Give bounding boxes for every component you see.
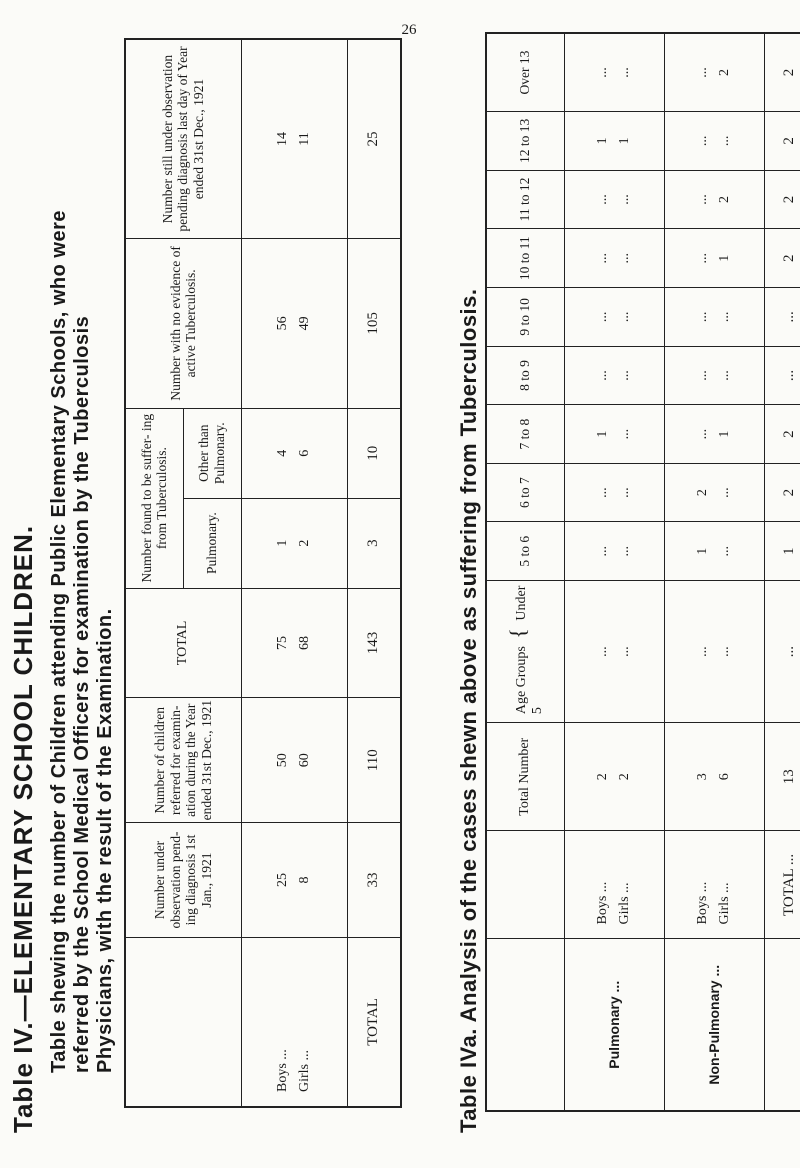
header-pulmonary: Pulmonary.	[183, 498, 241, 588]
total-referred: 110	[347, 698, 401, 823]
brace-icon: {	[504, 628, 530, 639]
cell-under-5	[564, 580, 664, 722]
total-7-8: 2	[764, 405, 800, 464]
value: 4	[275, 449, 290, 457]
cell-11-12	[664, 170, 764, 229]
total-6-7: 2	[764, 463, 800, 522]
cell-9-10	[664, 288, 764, 347]
total-still-under: 25	[347, 39, 401, 239]
cell-9-10	[564, 288, 664, 347]
value: 49	[297, 316, 312, 331]
value: ...	[717, 545, 732, 557]
cell-over-13	[664, 33, 764, 112]
header-blank-1	[486, 939, 564, 1111]
value: ...	[617, 428, 632, 440]
total-11-12: 2	[764, 170, 800, 229]
value: ...	[695, 428, 710, 440]
total-no-evidence: 105	[347, 239, 401, 409]
cell-12-13	[564, 112, 664, 171]
header-referred: Number of children referred for examin- ation during the Year ended 31st Dec., 1921	[125, 698, 241, 823]
header-no-evidence: Number with no evidence of active Tuberculosis.	[125, 239, 241, 409]
value: 2	[717, 69, 732, 77]
value: ...	[717, 135, 732, 147]
value: 68	[297, 635, 312, 650]
cell-12-13	[664, 112, 764, 171]
value: ...	[595, 311, 610, 323]
value: 1	[695, 547, 710, 555]
value: ...	[695, 135, 710, 147]
value: ...	[595, 67, 610, 78]
age-7-8: 7 to 8	[486, 405, 564, 464]
cell-total	[241, 588, 347, 698]
table-iva-title: Table IVa. Analysis of the cases shewn above as suffering from Tuberculosis.	[456, 288, 481, 1133]
age-6-7: 6 to 7	[486, 463, 564, 522]
value: 60	[297, 753, 312, 768]
value: 6	[717, 773, 732, 781]
cell-8-9	[564, 346, 664, 405]
group-row-labels	[664, 831, 764, 939]
age-groups-label: Age Groups	[513, 646, 529, 715]
header-under-observation: Number under observation pend- ing diagnosis 1st Jan., 1921	[125, 823, 241, 938]
total-other: 10	[347, 408, 401, 498]
subtitle-line-3: Physicians, with the result of the Examination.	[94, 608, 116, 1073]
value: 8	[297, 876, 312, 884]
cell-over-13	[564, 33, 664, 112]
cell-under-5	[664, 580, 764, 722]
total-10-11: 2	[764, 229, 800, 288]
row-label-girls: Girls ...	[617, 882, 632, 925]
total-12-13: 2	[764, 112, 800, 171]
value: 6	[297, 449, 312, 457]
value: ...	[595, 194, 610, 205]
header-still-under: Number still under observation pending diagnosis last day of Year ended 31st Dec., 1921	[125, 39, 241, 239]
cell-7-8	[564, 405, 664, 464]
total-blank	[764, 939, 800, 1111]
total-row-label: TOTAL ...	[764, 831, 800, 939]
cell-7-8	[664, 405, 764, 464]
row-label-boys: Boys ...	[595, 881, 610, 925]
value: ...	[695, 67, 710, 78]
age-9-10: 9 to 10	[486, 288, 564, 347]
value: ...	[595, 487, 610, 498]
total-under-observation: 33	[347, 823, 401, 938]
cell-6-7	[564, 463, 664, 522]
value: ...	[695, 646, 710, 657]
value: 1	[595, 137, 610, 145]
value: 56	[275, 316, 290, 331]
cell-10-11	[564, 229, 664, 288]
header-total-number: Total Number	[486, 723, 564, 831]
value: 2	[617, 773, 632, 781]
header-blank	[125, 937, 241, 1107]
header-found-tuberculosis: Number found to be suffer- ing from Tuberculosis.	[125, 408, 183, 588]
cell-5-6	[664, 522, 764, 581]
value: ...	[617, 252, 632, 264]
total-5-6: 1	[764, 522, 800, 581]
total-9-10: ...	[764, 288, 800, 347]
group-row-labels	[564, 831, 664, 939]
value: ...	[717, 311, 732, 323]
value: ...	[595, 370, 610, 381]
cell-under-observation	[241, 823, 347, 938]
age-5-6: 5 to 6	[486, 522, 564, 581]
cell-pulmonary	[241, 498, 347, 588]
value: ...	[717, 646, 732, 657]
value: ...	[595, 545, 610, 557]
total-total: 13	[764, 723, 800, 831]
value: 1	[717, 430, 732, 438]
value: ...	[695, 194, 710, 205]
value: ...	[695, 311, 710, 323]
row-label-boys: Boys ...	[695, 881, 710, 925]
value: 2	[695, 489, 710, 497]
age-8-9: 8 to 9	[486, 346, 564, 405]
value: ...	[717, 487, 732, 498]
total-over-13: 2	[764, 33, 800, 112]
cell-5-6	[564, 522, 664, 581]
value: 1	[275, 539, 290, 547]
value: 1	[717, 254, 732, 262]
age-12-13: 12 to 13	[486, 112, 564, 171]
value: 50	[275, 753, 290, 768]
table-iv-title: Table IV.—ELEMENTARY SCHOOL CHILDREN.	[8, 524, 38, 1133]
value: 2	[595, 773, 610, 781]
value: ...	[617, 545, 632, 557]
value: ...	[695, 252, 710, 264]
value: ...	[617, 311, 632, 323]
cell-11-12	[564, 170, 664, 229]
value: ...	[595, 646, 610, 657]
total-under-5: ...	[764, 580, 800, 722]
age-over-13: Over 13	[486, 33, 564, 112]
subtitle-line-2: referred by the School Medical Officers for examination by the Tuberculosis	[71, 315, 93, 1073]
header-total: TOTAL	[125, 588, 241, 698]
value: 2	[717, 196, 732, 204]
value: 1	[595, 430, 610, 438]
total-pulmonary: 3	[347, 498, 401, 588]
row-labels	[241, 937, 347, 1107]
cell-total	[564, 723, 664, 831]
group-pulmonary: Pulmonary ...	[564, 939, 664, 1111]
cell-no-evidence	[241, 239, 347, 409]
cell-still-under	[241, 39, 347, 239]
value: 11	[297, 132, 312, 146]
value: 3	[695, 773, 710, 781]
value: ...	[595, 252, 610, 264]
age-11-12: 11 to 12	[486, 170, 564, 229]
value: 2	[297, 539, 312, 547]
cell-other	[241, 408, 347, 498]
age-under-5: Under 5	[513, 585, 545, 715]
cell-6-7	[664, 463, 764, 522]
value: ...	[617, 487, 632, 498]
table-iva	[485, 32, 800, 1112]
total-row-label: TOTAL	[347, 937, 401, 1107]
value: ...	[695, 370, 710, 381]
header-blank-2	[486, 831, 564, 939]
value: 1	[617, 137, 632, 145]
group-non-pulmonary: Non-Pulmonary ...	[664, 939, 764, 1111]
value: ...	[717, 370, 732, 381]
value: 14	[275, 132, 290, 147]
value: ...	[617, 370, 632, 381]
cell-10-11	[664, 229, 764, 288]
total-8-9: ...	[764, 346, 800, 405]
value: 75	[275, 635, 290, 650]
page-number: 26	[401, 22, 417, 38]
table-iv	[124, 38, 402, 1108]
cell-8-9	[664, 346, 764, 405]
row-label-boys: Boys ...	[275, 1049, 290, 1092]
row-label-girls: Girls ...	[297, 1050, 312, 1092]
value: 25	[275, 873, 290, 887]
cell-referred	[241, 698, 347, 823]
cell-total	[664, 723, 764, 831]
row-label-girls: Girls ...	[717, 882, 732, 925]
header-other-than-pulmonary: Other than Pulmonary.	[183, 408, 241, 498]
value: ...	[617, 194, 632, 205]
value: ...	[617, 67, 632, 78]
subtitle-line-1: Table shewing the number of Children attending Public Elementary Schools, who were	[48, 210, 70, 1073]
age-10-11: 10 to 11	[486, 229, 564, 288]
value: ...	[617, 646, 632, 657]
total-total: 143	[347, 588, 401, 698]
header-age-groups	[486, 580, 564, 722]
